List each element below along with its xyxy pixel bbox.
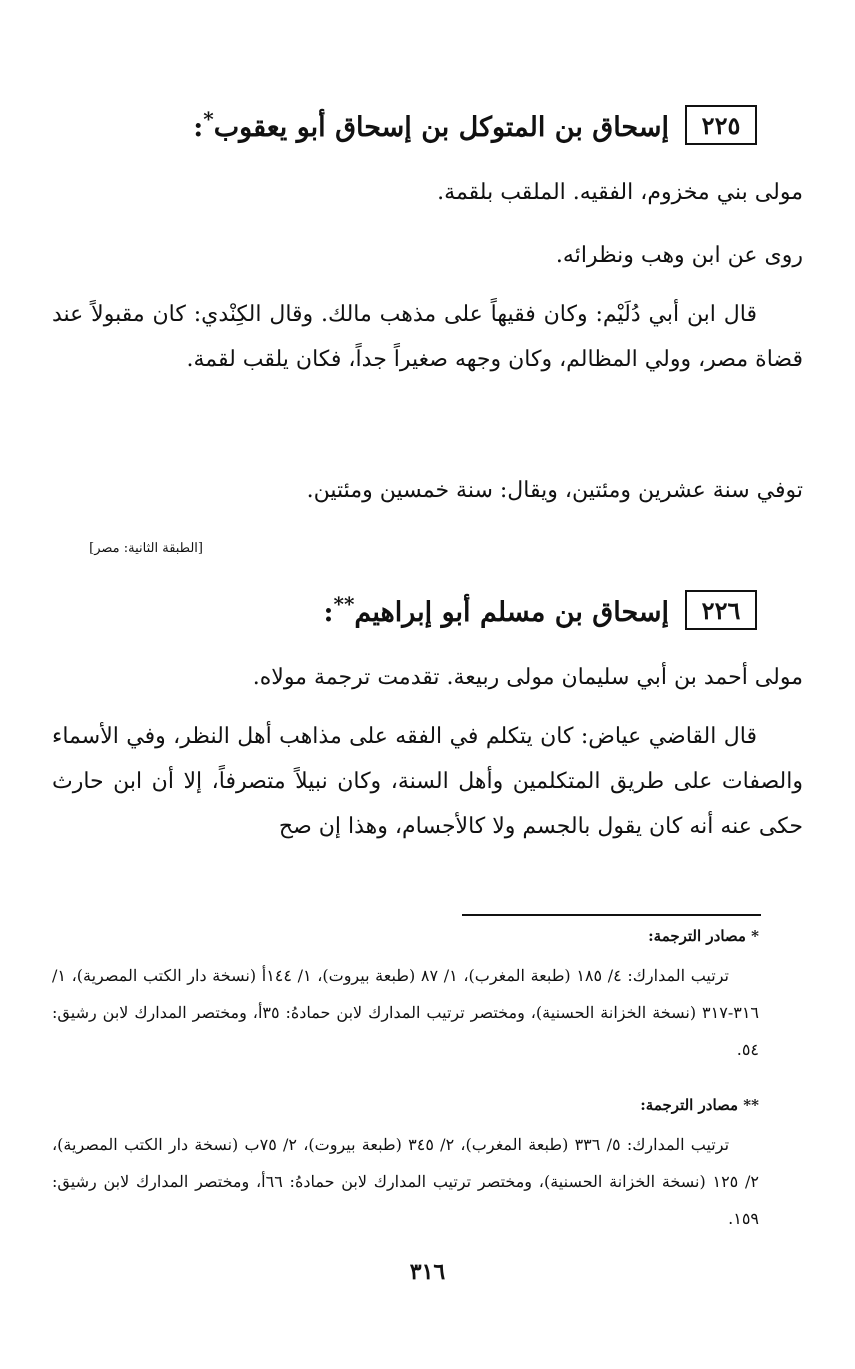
footnote-marker: * [203, 107, 214, 131]
entry-number-box: ٢٢٥ [685, 105, 757, 145]
section-tag: [الطبقة الثانية: مصر] [89, 541, 203, 556]
entry-line: روى عن ابن وهب ونظرائه. [555, 243, 803, 268]
entry-number-box: ٢٢٦ [685, 590, 757, 630]
entry-title [324, 592, 669, 628]
entry-title-colon: : [323, 597, 334, 628]
entry-heading-225 [193, 105, 757, 145]
entry-title-text: إسحاق بن المتوكل بن إسحاق أبو يعقوب [213, 112, 669, 143]
entry-paragraph: قال ابن أبي دُلَيْم: وكان فقيهاً على مذهب مالك. وقال الكِنْدي: كان مقبولاً عند قضاة مصر، وولي المظالم، وكان وجهه صغيراً جداً، فكان يلقب لقمة. [52, 302, 803, 372]
footnote-text: ترتيب المدارك: ٤/ ١٨٥ (طبعة المغرب)، ١/ ٨٧ (طبعة بيروت)، ١/ ١٤٤أ (نسخة دار الكتب المصرية)، ١/ ٣١٦-٣١٧ (نسخة الخزانة الحسنية)، ومختصر ترتيب المدارك لابن حمادهُ: ٣٥أ، ومختصر المدارك لابن رشيق: ٥٤. [52, 966, 760, 1059]
footnote-heading: ** مصادر الترجمة: [640, 1096, 759, 1114]
entry-paragraph: قال القاضي عياض: كان يتكلم في الفقه على مذاهب أهل النظر، وفي الأسماء والصفات على طريق المتكلمين وأهل السنة، وكان نبيلاً متصرفاً، إلا أن ابن حارث حكى عنه أنه كان يقول بالجسم ولا كالأجسام، وهذا إن صح [52, 724, 803, 839]
entry-death-line: توفي سنة عشرين ومئتين، ويقال: سنة خمسين ومئتين. [306, 478, 803, 503]
footnote-divider [462, 914, 761, 916]
entry-title-text: إسحاق بن مسلم أبو إبراهيم [354, 597, 669, 628]
entry-heading-226 [324, 590, 757, 630]
entry-line: مولى أحمد بن أبي سليمان مولى ربيعة. تقدمت ترجمة مولاه. [252, 665, 803, 690]
footnote-text: ترتيب المدارك: ٥/ ٣٣٦ (طبعة المغرب)، ٢/ ٣٤٥ (طبعة بيروت)، ٢/ ٧٥ب (نسخة دار الكتب المصرية)، ٢/ ١٢٥ (نسخة الخزانة الحسنية)، ومختصر ترتيب المدارك لابن حمادهُ: ٦٦أ، ومختصر المدارك لابن رشيق: ١٥٩. [52, 1135, 760, 1228]
footnote-marker: ** [333, 592, 355, 616]
entry-title-colon: : [193, 112, 204, 143]
entry-title [193, 107, 669, 143]
page-number: ٣١٦ [409, 1259, 446, 1285]
entry-line: مولى بني مخزوم، الفقيه. الملقب بلقمة. [437, 180, 803, 205]
footnote-heading: * مصادر الترجمة: [648, 927, 759, 945]
